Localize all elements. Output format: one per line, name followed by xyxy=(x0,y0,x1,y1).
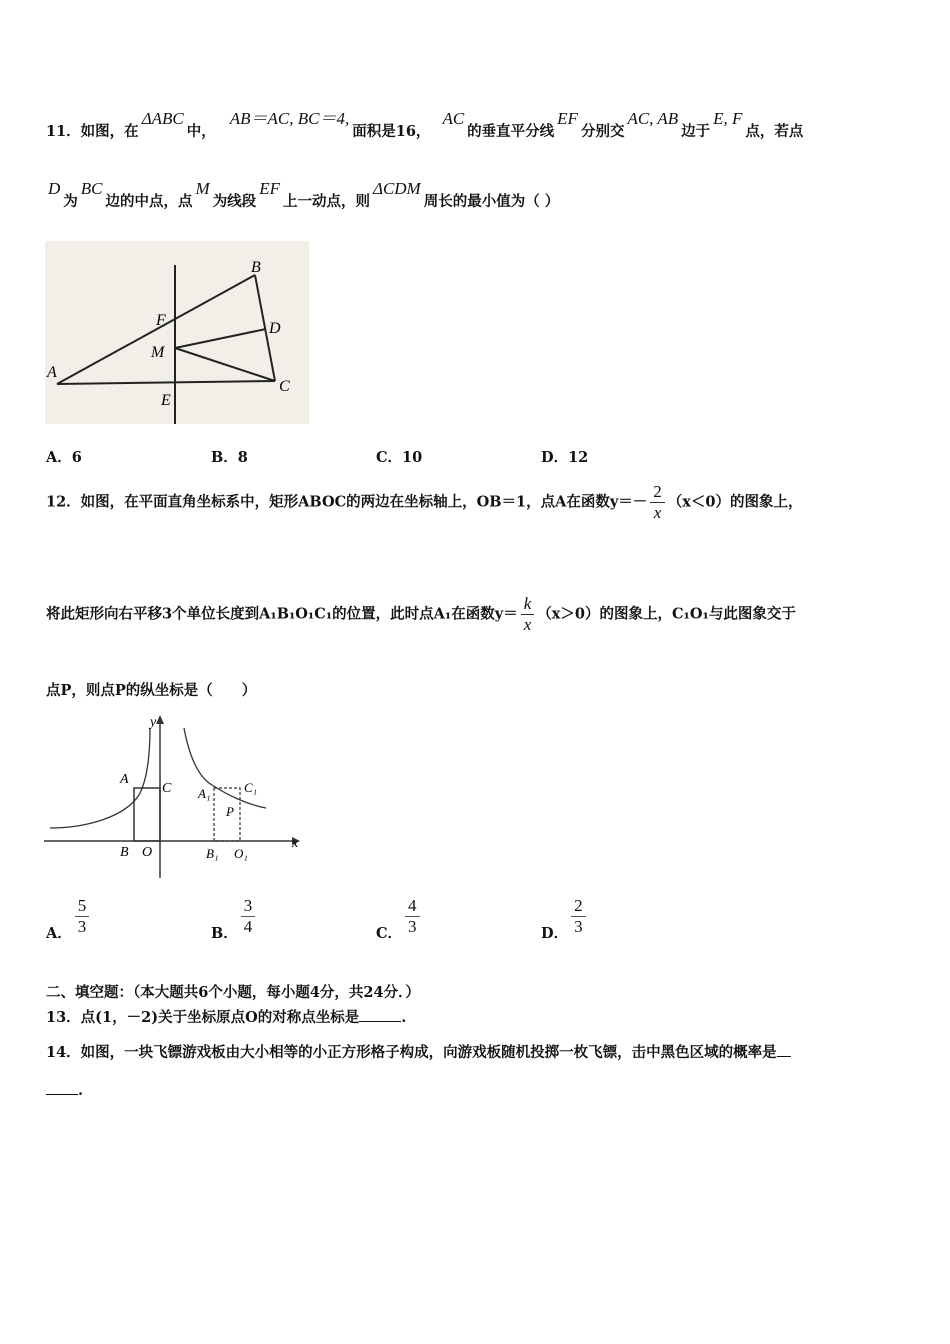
fraction-denominator: 3 xyxy=(77,917,87,936)
label-o: O xyxy=(142,845,153,860)
q11-text: 11．如图，在 xyxy=(46,123,139,140)
label-y: y xyxy=(150,715,157,730)
label-c: C xyxy=(162,781,172,796)
q11-text: 中， xyxy=(186,123,216,140)
q13-text-end: . xyxy=(401,1009,407,1026)
q12-option-b[interactable] xyxy=(211,896,258,942)
q14-text-end: . xyxy=(78,1082,84,1099)
q12-option-c[interactable] xyxy=(376,896,423,942)
math-expr: ΔCDM xyxy=(372,179,421,198)
label-m: M xyxy=(151,344,165,361)
q11-text: 面积是16， xyxy=(352,123,431,140)
label-d: D xyxy=(269,320,281,337)
q14-text: 14．如图，一块飞镖游戏板由大小相等的小正方形格子构成，向游戏板随机投掷一枚飞镖，击中黑色区域的概率是 xyxy=(46,1044,777,1061)
label-b1: B₁ xyxy=(206,846,219,861)
q12-text: 将此矩形向右平移3个单位长度到A₁B₁O₁C₁的位置，此时点A₁在函数y＝ xyxy=(46,605,518,623)
fraction-numerator: k xyxy=(521,594,535,615)
option-fraction xyxy=(75,896,90,937)
q11-text: 分别交 xyxy=(580,123,625,140)
math-expr: D xyxy=(48,179,61,198)
fraction-denominator: x xyxy=(653,503,662,522)
label-e: E xyxy=(161,392,171,409)
q12-text: （x＞0）的图象上，C₁O₁与此图象交于 xyxy=(537,605,796,623)
q12-text: 点P，则点P的纵坐标是（ ） xyxy=(46,682,257,699)
q14-line-2 xyxy=(46,1080,83,1099)
q13-line xyxy=(46,1006,406,1027)
math-expr: AC xyxy=(442,109,465,128)
math-expr: E, F xyxy=(713,109,743,128)
q11-line-1 xyxy=(46,109,804,141)
q13-text: 13．点(1，－2)关于坐标原点O的对称点坐标是 xyxy=(46,1009,360,1026)
label-x: x xyxy=(292,836,299,851)
label-f: F xyxy=(156,312,166,329)
answer-blank-continued[interactable] xyxy=(46,1080,78,1095)
y-axis-arrow xyxy=(156,715,164,724)
q11-text: 边的中点，点 xyxy=(105,193,193,210)
fraction-denominator: 3 xyxy=(574,917,583,936)
math-expr: M xyxy=(195,179,210,198)
q11-text: 为 xyxy=(63,193,78,210)
fraction-2-over-x xyxy=(650,482,665,523)
label-a: A xyxy=(47,364,57,381)
fraction-numerator: 2 xyxy=(571,896,586,917)
q11-line-2 xyxy=(48,179,560,211)
option-letter: A． xyxy=(46,925,72,942)
math-expr: AC, AB xyxy=(627,109,679,128)
q11-text: 上一动点，则 xyxy=(282,193,370,210)
fraction-denominator: 4 xyxy=(243,917,253,936)
math-expr: EF xyxy=(557,109,578,128)
math-expr: AB＝AC, BC＝4, xyxy=(229,109,350,128)
fraction-numerator: 3 xyxy=(241,896,256,917)
label-p: P xyxy=(226,804,234,819)
option-letter: D． xyxy=(541,925,569,942)
q11-triangle-figure xyxy=(45,241,309,424)
label-b: B xyxy=(251,259,261,276)
q12-line-2 xyxy=(46,594,796,635)
q11-option-d[interactable]: D．12 xyxy=(541,449,589,466)
math-expr: ΔABC xyxy=(141,109,184,128)
q11-option-c[interactable]: C．10 xyxy=(376,449,423,466)
q12-option-d[interactable] xyxy=(541,896,589,942)
label-a1: A₁ xyxy=(198,786,211,801)
curve-right-branch xyxy=(184,728,266,808)
fraction-numerator: 2 xyxy=(650,482,665,503)
label-c: C xyxy=(279,378,290,395)
q11-text: 周长的最小值为（ ） xyxy=(423,193,560,210)
q11-text: 边于 xyxy=(681,123,711,140)
label-b: B xyxy=(120,845,129,860)
fraction-numerator: 4 xyxy=(405,896,420,917)
label-c1: C₁ xyxy=(244,780,258,795)
option-fraction xyxy=(405,896,420,937)
fraction-k-over-x xyxy=(521,594,535,635)
math-expr: EF xyxy=(259,179,280,198)
answer-blank[interactable] xyxy=(359,1007,401,1022)
q12-text: 12．如图，在平面直角坐标系中，矩形ABOC的两边在坐标轴上，OB＝1，点A在函数y＝－ xyxy=(46,493,648,511)
q14-line-1 xyxy=(46,1041,791,1062)
q11-text: 点，若点 xyxy=(745,123,804,140)
q12-line-1 xyxy=(46,482,803,523)
fraction-numerator: 5 xyxy=(75,896,90,917)
q12-option-a[interactable] xyxy=(46,896,92,942)
curve-left-branch xyxy=(50,728,150,828)
answer-blank[interactable] xyxy=(777,1042,791,1057)
q12-coordinate-figure xyxy=(44,710,306,880)
q12-text: （x＜0）的图象上， xyxy=(667,493,803,511)
section-heading: 二、填空题：（本大题共6个小题，每小题4分，共24分．） xyxy=(46,984,420,1001)
q11-text: 为线段 xyxy=(212,193,257,210)
fraction-denominator: 3 xyxy=(408,917,417,936)
q11-text: 的垂直平分线 xyxy=(467,123,555,140)
option-fraction xyxy=(571,896,586,937)
label-a: A xyxy=(120,772,129,787)
q12-line-3 xyxy=(46,679,256,700)
q11-option-b[interactable]: B．8 xyxy=(211,449,248,466)
option-letter: C． xyxy=(376,925,403,942)
fraction-denominator: x xyxy=(523,615,532,634)
q11-option-a[interactable]: A．6 xyxy=(46,449,82,466)
math-expr: BC xyxy=(80,179,103,198)
option-letter: B． xyxy=(211,925,238,942)
option-fraction xyxy=(241,896,256,937)
label-o1: O₁ xyxy=(234,846,248,861)
